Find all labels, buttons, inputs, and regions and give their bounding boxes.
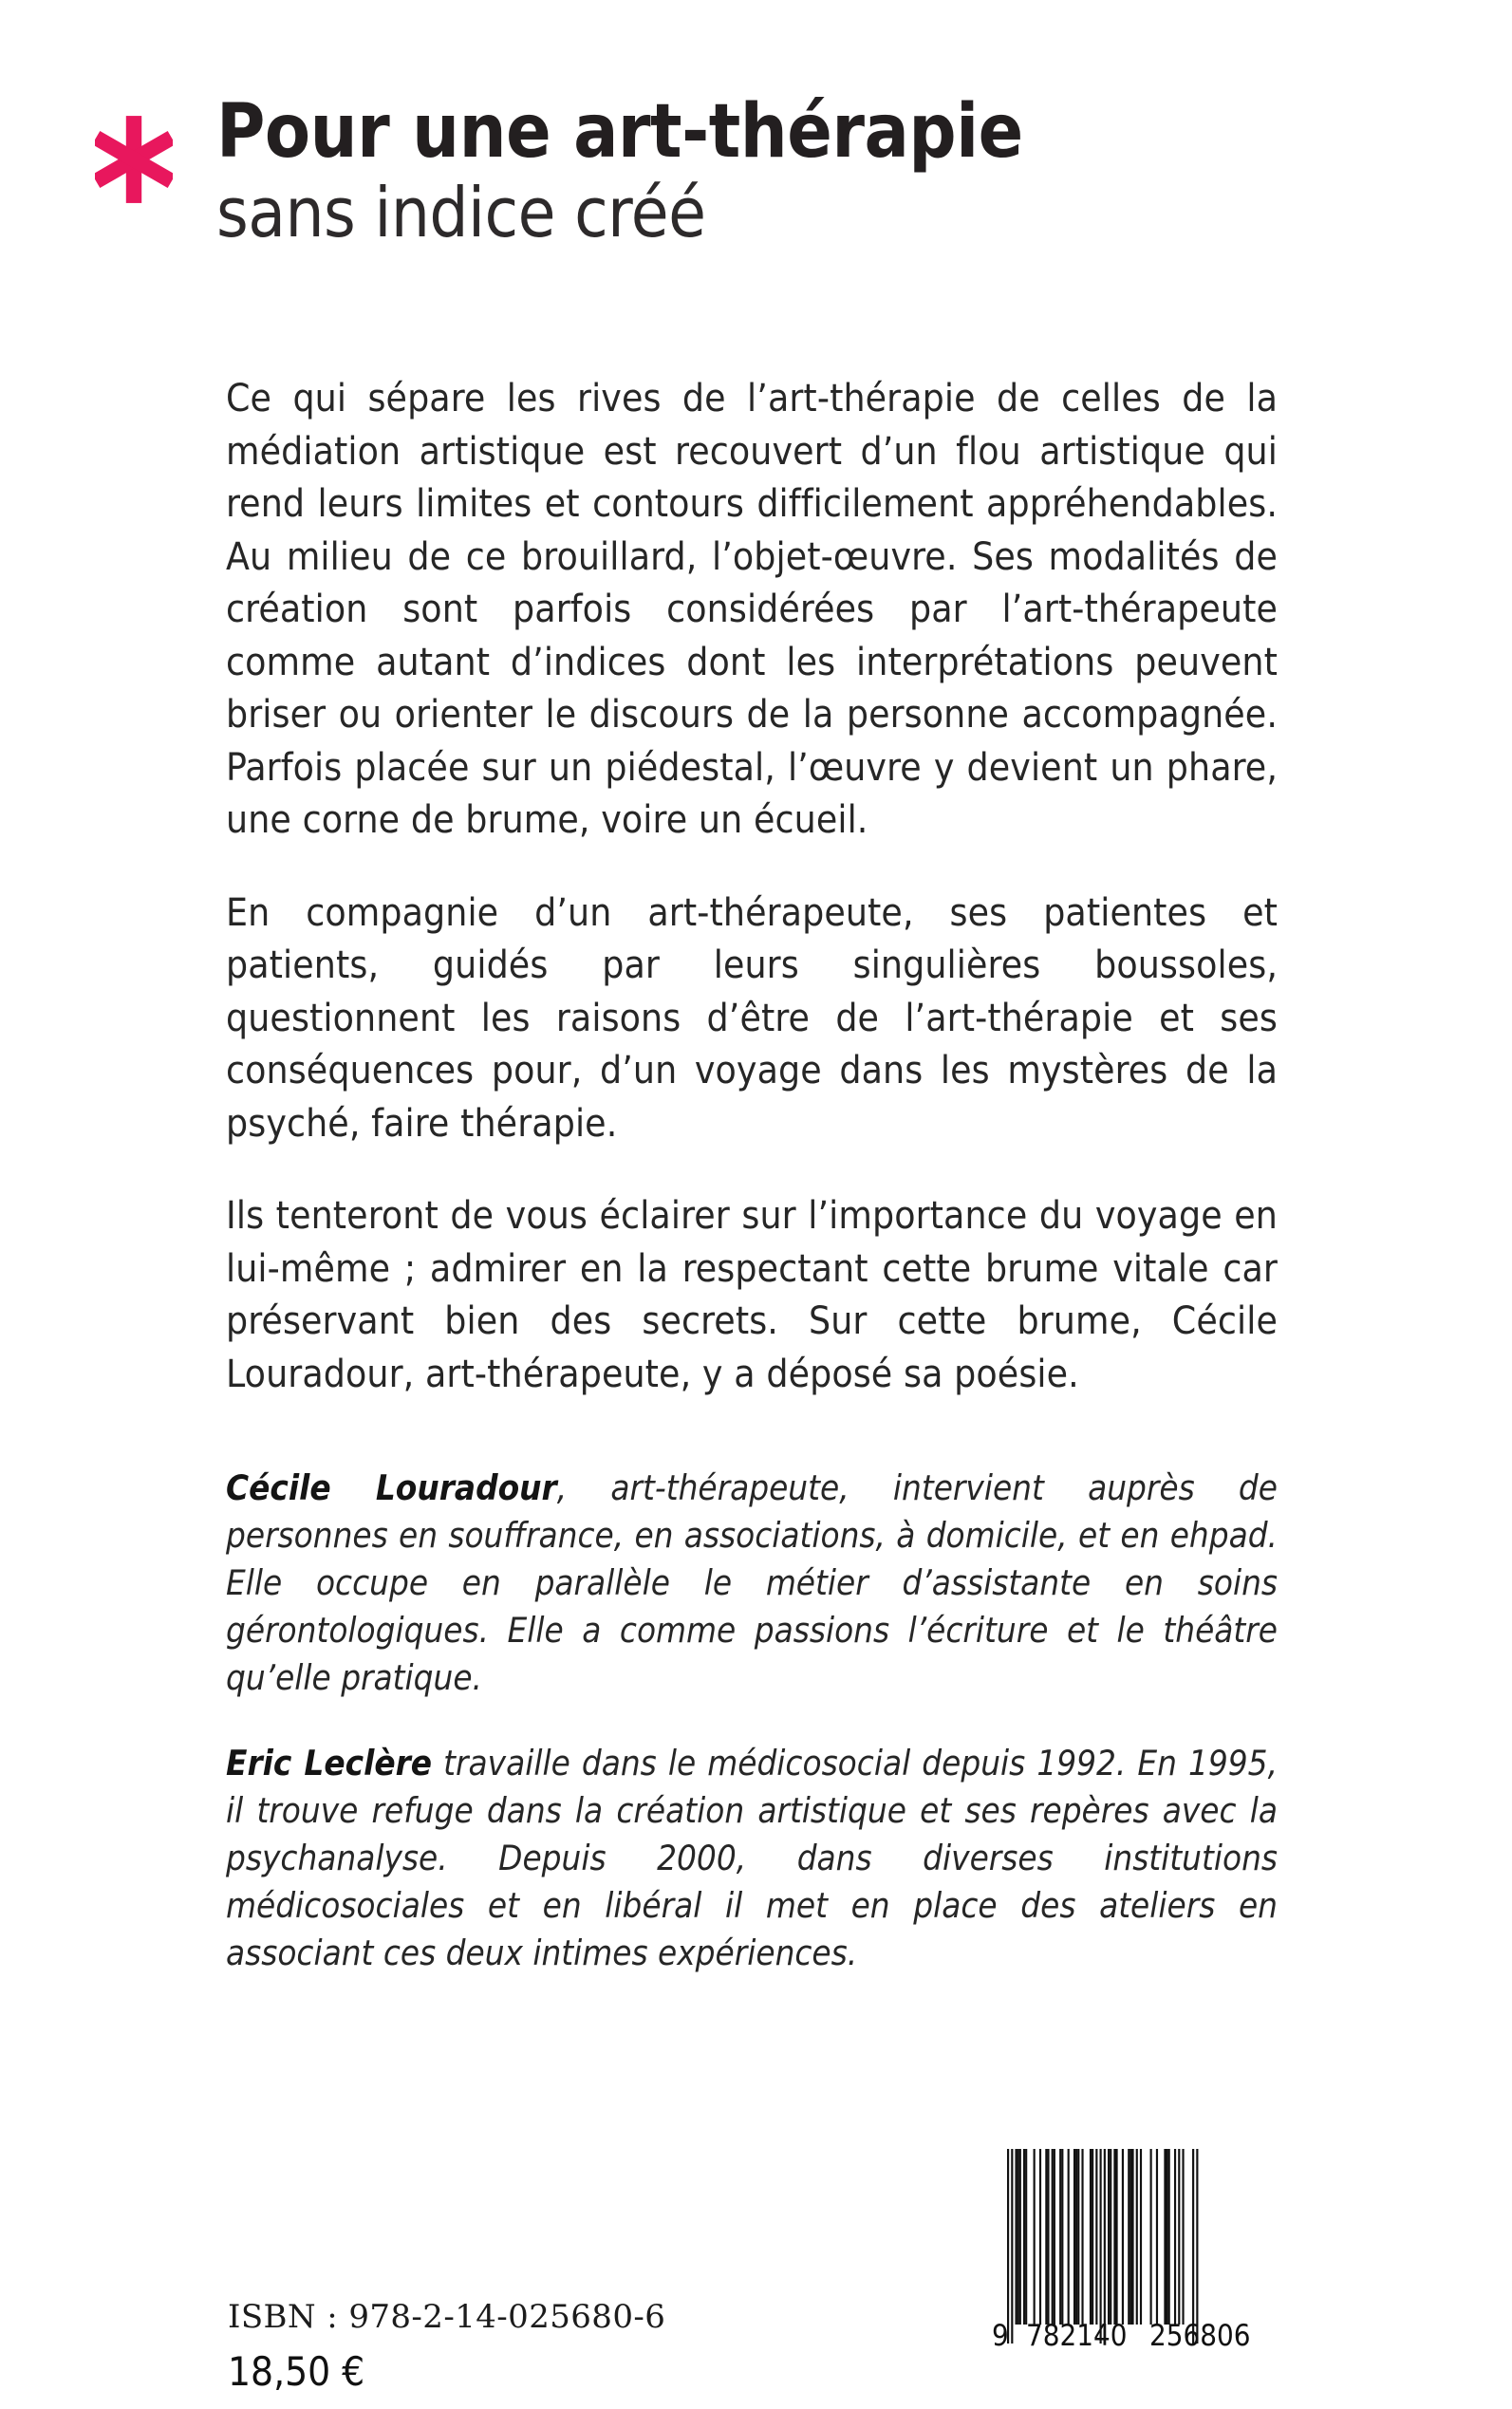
title-block [95, 89, 1310, 252]
asterisk-icon [95, 116, 173, 203]
blurb-text [226, 372, 1278, 1400]
book-title: Pour une art-thérapie [216, 89, 1023, 175]
blurb-paragraph-2: En compagnie d’un art-thérapeute, ses patientes et patients, guidés par leurs singulières boussoles, questionnent les raisons d’être de l’art-thérapie et ses conséquences pour, d’un voyage dans les mystères de la psyché, faire thérapie. [226, 888, 1278, 1146]
barcode [990, 2141, 1275, 2352]
asterisk-mark [95, 103, 186, 203]
author-bio-1 [226, 1465, 1278, 1702]
book-subtitle: sans indice créé [216, 172, 706, 252]
author-name-2: Eric Leclère [226, 1743, 433, 1783]
blurb-paragraph-1: Ce qui sépare les rives de l’art-thérapie de celles de la médiation artistique est recouvert d’un flou artistique qui rend leurs limites et contours difficilement appréhendables. Au milieu de ce brouillard, l’objet-œuvre. Ses modalités de création sont parfois considérées par l’art-thérapeute comme autant d’indices dont les interprétations peuvent briser ou orienter le discours de la personne accompagnée. Parfois placée sur un piédestal, l’œuvre y devient un phare, une corne de brume, voire un écueil. [226, 375, 1278, 842]
author-bio-text-2: travaille dans le médicosocial depuis 1992. En 1995, il trouve refuge dans la création artistique et ses repères avec la psychanalyse. Depuis 2000, dans diverses institutions médicosociales et en libéral il met en place des ateliers en associant ces deux intimes expériences. [226, 1743, 1278, 1973]
blurb-paragraph-3: Ils tenteront de vous éclairer sur l’importance du voyage en lui-même ; admirer en la respectant cette brume vitale car préservant bien des secrets. Sur cette brume, Cécile Louradour, art-thérapeute, y a déposé sa poésie. [226, 1192, 1278, 1396]
barcode-icon [990, 2141, 1275, 2352]
author-bio-2 [226, 1740, 1278, 1977]
title-text-group [216, 89, 1310, 252]
author-bio-text-1: , art-thérapeute, intervient auprès de personnes en souffrance, en associations, à domicile, et en ehpad. Elle occupe en parallèle le métier d’assistante en soins gérontologiques. Elle a comme passions l’écriture et le théâtre qu’elle pratique. [226, 1467, 1278, 1698]
svg-text:782140: 782140 [1026, 2319, 1128, 2352]
author-bios [226, 1465, 1278, 1977]
author-name-1: Cécile Louradour [226, 1467, 557, 1508]
isbn-label: ISBN : 978-2-14-025680-6 [228, 2298, 666, 2336]
svg-text:9: 9 [992, 2319, 1009, 2352]
svg-text:256806: 256806 [1149, 2319, 1251, 2352]
price-label: 18,50 € [228, 2348, 365, 2395]
